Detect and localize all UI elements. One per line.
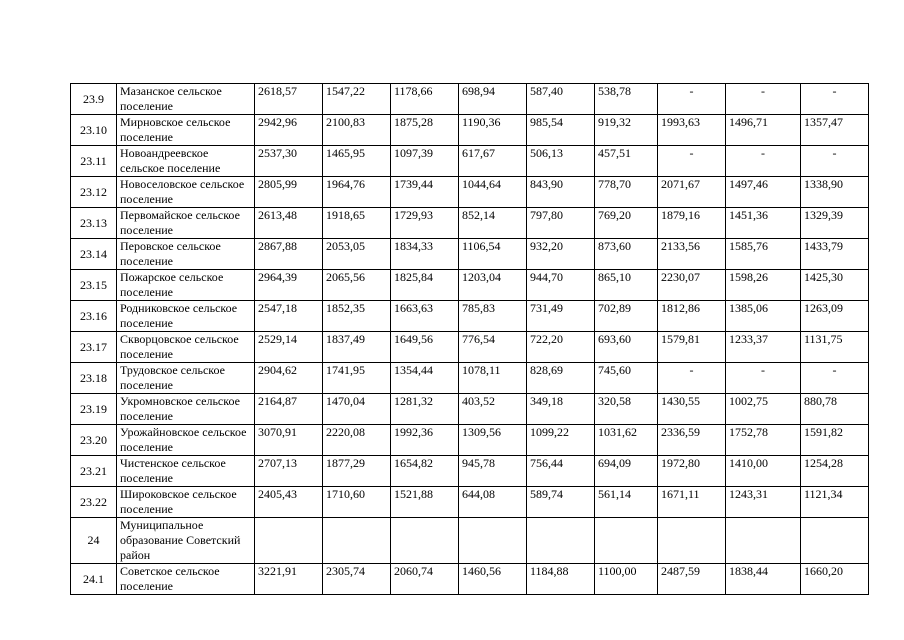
value-cell: 1465,95 (323, 146, 391, 177)
value-cell: 2618,57 (255, 84, 323, 115)
value-cell: 843,90 (527, 177, 595, 208)
value-cell: 702,89 (595, 301, 658, 332)
value-cell: 1451,36 (726, 208, 801, 239)
settlement-name-cell: Советское сельское поселение (117, 564, 255, 595)
value-cell: 1357,47 (801, 115, 869, 146)
settlement-name-cell: Первомайское сельское поселение (117, 208, 255, 239)
row-number-cell: 23.9 (71, 84, 117, 115)
value-cell: 1591,82 (801, 425, 869, 456)
value-cell: 2305,74 (323, 564, 391, 595)
value-cell (595, 518, 658, 564)
table-row (71, 177, 869, 208)
value-cell: 932,20 (527, 239, 595, 270)
value-cell (255, 518, 323, 564)
value-cell: 1993,63 (658, 115, 726, 146)
value-cell: 985,54 (527, 115, 595, 146)
value-cell: 1044,64 (459, 177, 527, 208)
value-cell: 1190,36 (459, 115, 527, 146)
value-cell: 1078,11 (459, 363, 527, 394)
settlement-name-cell: Укромновское сельское поселение (117, 394, 255, 425)
value-cell: 694,09 (595, 456, 658, 487)
row-number-cell: 23.20 (71, 425, 117, 456)
value-cell: 1100,00 (595, 564, 658, 595)
value-cell: 1825,84 (391, 270, 459, 301)
value-cell: 2487,59 (658, 564, 726, 595)
value-cell (323, 518, 391, 564)
value-cell: 1852,35 (323, 301, 391, 332)
table-row (71, 456, 869, 487)
value-cell: 1671,11 (658, 487, 726, 518)
value-cell: 2060,74 (391, 564, 459, 595)
value-cell: 403,52 (459, 394, 527, 425)
value-cell: 2100,83 (323, 115, 391, 146)
value-cell: 1099,22 (527, 425, 595, 456)
row-number-cell: 23.13 (71, 208, 117, 239)
value-cell: 2613,48 (255, 208, 323, 239)
value-cell: 1875,28 (391, 115, 459, 146)
value-cell: 2164,87 (255, 394, 323, 425)
value-cell: 1654,82 (391, 456, 459, 487)
value-cell: 1918,65 (323, 208, 391, 239)
value-cell: 756,44 (527, 456, 595, 487)
value-cell: 2964,39 (255, 270, 323, 301)
value-cell: 1203,04 (459, 270, 527, 301)
value-cell: 1263,09 (801, 301, 869, 332)
table-row (71, 270, 869, 301)
value-cell: 1752,78 (726, 425, 801, 456)
table-row (71, 564, 869, 595)
value-cell: 797,80 (527, 208, 595, 239)
value-cell: 1410,00 (726, 456, 801, 487)
table-row (71, 394, 869, 425)
value-cell (459, 518, 527, 564)
value-cell: 1254,28 (801, 456, 869, 487)
value-cell: 919,32 (595, 115, 658, 146)
value-cell: 1233,37 (726, 332, 801, 363)
table-row (71, 363, 869, 394)
value-cell: 1385,06 (726, 301, 801, 332)
value-cell: 1281,32 (391, 394, 459, 425)
value-cell: - (658, 84, 726, 115)
value-cell: 1131,75 (801, 332, 869, 363)
value-cell: 873,60 (595, 239, 658, 270)
value-cell (726, 518, 801, 564)
value-cell: 2707,13 (255, 456, 323, 487)
value-cell: 1964,76 (323, 177, 391, 208)
value-cell: 2867,88 (255, 239, 323, 270)
value-cell: 2133,56 (658, 239, 726, 270)
settlement-name-cell: Мазанское сельское поселение (117, 84, 255, 115)
row-number-cell: 23.15 (71, 270, 117, 301)
value-cell: 731,49 (527, 301, 595, 332)
settlement-name-cell: Урожайновское сельское поселение (117, 425, 255, 456)
table-row (71, 301, 869, 332)
table-row (71, 115, 869, 146)
table-row (71, 208, 869, 239)
value-cell: 1338,90 (801, 177, 869, 208)
value-cell: 1521,88 (391, 487, 459, 518)
value-cell: 2904,62 (255, 363, 323, 394)
value-cell: - (658, 146, 726, 177)
value-cell: 1433,79 (801, 239, 869, 270)
value-cell: 1329,39 (801, 208, 869, 239)
value-cell: 2547,18 (255, 301, 323, 332)
value-cell: 1741,95 (323, 363, 391, 394)
row-number-cell: 23.17 (71, 332, 117, 363)
value-cell: 693,60 (595, 332, 658, 363)
value-cell: 1243,31 (726, 487, 801, 518)
value-cell: 1430,55 (658, 394, 726, 425)
settlement-name-cell: Муниципальное образование Советский район (117, 518, 255, 564)
value-cell: 1579,81 (658, 332, 726, 363)
value-cell: 1178,66 (391, 84, 459, 115)
value-cell: 320,58 (595, 394, 658, 425)
value-cell: 617,67 (459, 146, 527, 177)
value-cell: 1879,16 (658, 208, 726, 239)
value-cell: 1660,20 (801, 564, 869, 595)
settlement-name-cell: Трудовское сельское поселение (117, 363, 255, 394)
value-cell: 349,18 (527, 394, 595, 425)
value-cell: 1838,44 (726, 564, 801, 595)
table-row (71, 239, 869, 270)
value-cell: - (658, 363, 726, 394)
value-cell: 1812,86 (658, 301, 726, 332)
value-cell: - (726, 363, 801, 394)
value-cell: 1497,46 (726, 177, 801, 208)
table-row (71, 487, 869, 518)
value-cell: 1354,44 (391, 363, 459, 394)
value-cell: 2336,59 (658, 425, 726, 456)
value-cell: 2405,43 (255, 487, 323, 518)
settlement-name-cell: Пожарское сельское поселение (117, 270, 255, 301)
value-cell: 2071,67 (658, 177, 726, 208)
settlement-name-cell: Новоселовское сельское поселение (117, 177, 255, 208)
value-cell: 2529,14 (255, 332, 323, 363)
value-cell: 1547,22 (323, 84, 391, 115)
settlement-name-cell: Перовское сельское поселение (117, 239, 255, 270)
value-cell: 3070,91 (255, 425, 323, 456)
value-cell: 561,14 (595, 487, 658, 518)
value-cell (391, 518, 459, 564)
settlement-rates-table (70, 83, 869, 595)
value-cell: 1729,93 (391, 208, 459, 239)
value-cell: 1649,56 (391, 332, 459, 363)
value-cell: 698,94 (459, 84, 527, 115)
value-cell: 1031,62 (595, 425, 658, 456)
value-cell: 1972,80 (658, 456, 726, 487)
value-cell: 1121,34 (801, 487, 869, 518)
table-row (71, 332, 869, 363)
value-cell: 1002,75 (726, 394, 801, 425)
value-cell: 1470,04 (323, 394, 391, 425)
value-cell: 1837,49 (323, 332, 391, 363)
row-number-cell: 23.11 (71, 146, 117, 177)
row-number-cell: 23.22 (71, 487, 117, 518)
value-cell: 776,54 (459, 332, 527, 363)
value-cell: 1460,56 (459, 564, 527, 595)
table-row (71, 425, 869, 456)
row-number-cell: 23.14 (71, 239, 117, 270)
value-cell: 852,14 (459, 208, 527, 239)
value-cell: 769,20 (595, 208, 658, 239)
row-number-cell: 23.21 (71, 456, 117, 487)
value-cell: - (801, 146, 869, 177)
row-number-cell: 24.1 (71, 564, 117, 595)
value-cell: 1585,76 (726, 239, 801, 270)
value-cell: 457,51 (595, 146, 658, 177)
value-cell: 865,10 (595, 270, 658, 301)
value-cell: 1496,71 (726, 115, 801, 146)
table-row (71, 146, 869, 177)
value-cell: 1834,33 (391, 239, 459, 270)
value-cell: 2537,30 (255, 146, 323, 177)
table-row (71, 518, 869, 564)
value-cell: 1425,30 (801, 270, 869, 301)
value-cell (527, 518, 595, 564)
value-cell: 1663,63 (391, 301, 459, 332)
value-cell: 2942,96 (255, 115, 323, 146)
value-cell: 1097,39 (391, 146, 459, 177)
settlement-name-cell: Новоандреевское сельское поселение (117, 146, 255, 177)
value-cell: 2220,08 (323, 425, 391, 456)
value-cell: 589,74 (527, 487, 595, 518)
settlement-name-cell: Широковское сельское поселение (117, 487, 255, 518)
value-cell: 944,70 (527, 270, 595, 301)
value-cell: - (726, 84, 801, 115)
settlement-name-cell: Скворцовское сельское поселение (117, 332, 255, 363)
value-cell: 1598,26 (726, 270, 801, 301)
value-cell: 1184,88 (527, 564, 595, 595)
row-number-cell: 24 (71, 518, 117, 564)
value-cell: 722,20 (527, 332, 595, 363)
row-number-cell: 23.18 (71, 363, 117, 394)
value-cell (801, 518, 869, 564)
value-cell: 1739,44 (391, 177, 459, 208)
value-cell: 1106,54 (459, 239, 527, 270)
value-cell: 785,83 (459, 301, 527, 332)
value-cell: 2065,56 (323, 270, 391, 301)
value-cell: 2053,05 (323, 239, 391, 270)
row-number-cell: 23.19 (71, 394, 117, 425)
value-cell: 745,60 (595, 363, 658, 394)
value-cell: 587,40 (527, 84, 595, 115)
value-cell: - (801, 363, 869, 394)
value-cell: 778,70 (595, 177, 658, 208)
row-number-cell: 23.10 (71, 115, 117, 146)
value-cell: 1992,36 (391, 425, 459, 456)
value-cell: 644,08 (459, 487, 527, 518)
value-cell: - (801, 84, 869, 115)
table-row (71, 84, 869, 115)
value-cell: - (726, 146, 801, 177)
settlement-name-cell: Родниковское сельское поселение (117, 301, 255, 332)
value-cell: 880,78 (801, 394, 869, 425)
value-cell: 1710,60 (323, 487, 391, 518)
value-cell: 2805,99 (255, 177, 323, 208)
settlement-name-cell: Чистенское сельское поселение (117, 456, 255, 487)
value-cell: 1877,29 (323, 456, 391, 487)
value-cell (658, 518, 726, 564)
row-number-cell: 23.16 (71, 301, 117, 332)
value-cell: 1309,56 (459, 425, 527, 456)
settlement-name-cell: Мирновское сельское поселение (117, 115, 255, 146)
value-cell: 538,78 (595, 84, 658, 115)
row-number-cell: 23.12 (71, 177, 117, 208)
value-cell: 2230,07 (658, 270, 726, 301)
table-body (71, 84, 869, 595)
value-cell: 945,78 (459, 456, 527, 487)
value-cell: 3221,91 (255, 564, 323, 595)
value-cell: 506,13 (527, 146, 595, 177)
value-cell: 828,69 (527, 363, 595, 394)
